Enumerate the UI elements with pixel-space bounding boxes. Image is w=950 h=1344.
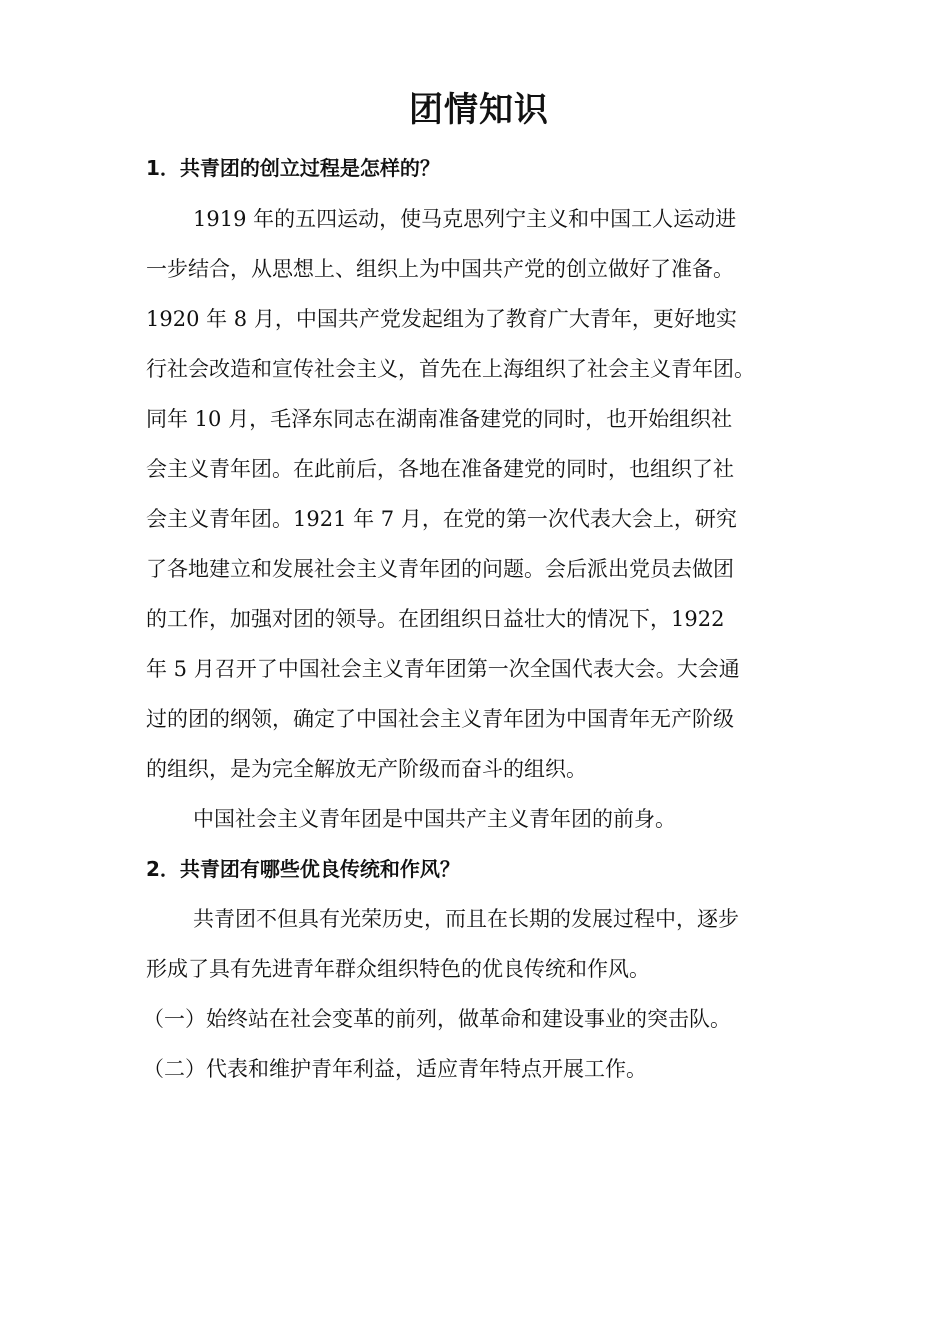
- paragraph-line: 1919 年的五四运动，使马克思列宁主义和中国工人运动进: [193, 207, 737, 231]
- paragraph-line: 行社会改造和宣传社会主义，首先在上海组织了社会主义青年团。: [146, 357, 755, 381]
- paragraph-line: 同年 10 月，毛泽东同志在湖南准备建党的同时，也开始组织社: [146, 407, 733, 431]
- paragraph-line: 一步结合，从思想上、组织上为中国共产党的创立做好了准备。: [146, 257, 734, 281]
- paragraph-line: 中国社会主义青年团是中国共产主义青年团的前身。: [193, 807, 676, 831]
- paragraph-line: 会主义青年团。在此前后，各地在准备建党的同时，也组织了社: [146, 457, 734, 481]
- paragraph-line: 年 5 月召开了中国社会主义青年团第一次全国代表大会。大会通: [146, 657, 740, 681]
- paragraph-line: 共青团不但具有光荣历史，而且在长期的发展过程中，逐步: [193, 907, 739, 931]
- paragraph-line: 的组织，是为完全解放无产阶级而奋斗的组织。: [146, 757, 587, 781]
- paragraph-line: 1920 年 8 月，中国共产党发起组为了教育广大青年，更好地实: [146, 307, 737, 331]
- paragraph-line: 过的团的纲领，确定了中国社会主义青年团为中国青年无产阶级: [146, 707, 734, 731]
- document-title: 团情知识: [409, 90, 549, 130]
- list-item: （二）代表和维护青年利益，适应青年特点开展工作。: [143, 1057, 647, 1081]
- paragraph-line: 会主义青年团。1921 年 7 月，在党的第一次代表大会上，研究: [146, 507, 737, 531]
- paragraph-line: 形成了具有先进青年群众组织特色的优良传统和作风。: [146, 957, 650, 981]
- section-heading-2: 2．共青团有哪些优良传统和作风？: [146, 857, 460, 881]
- section-heading-1: 1．共青团的创立过程是怎样的？: [146, 156, 440, 180]
- paragraph-line: 的工作，加强对团的领导。在团组织日益壮大的情况下，1922: [146, 607, 725, 631]
- paragraph-line: 了各地建立和发展社会主义青年团的问题。会后派出党员去做团: [146, 557, 734, 581]
- list-item: （一）始终站在社会变革的前列，做革命和建设事业的突击队。: [143, 1007, 731, 1031]
